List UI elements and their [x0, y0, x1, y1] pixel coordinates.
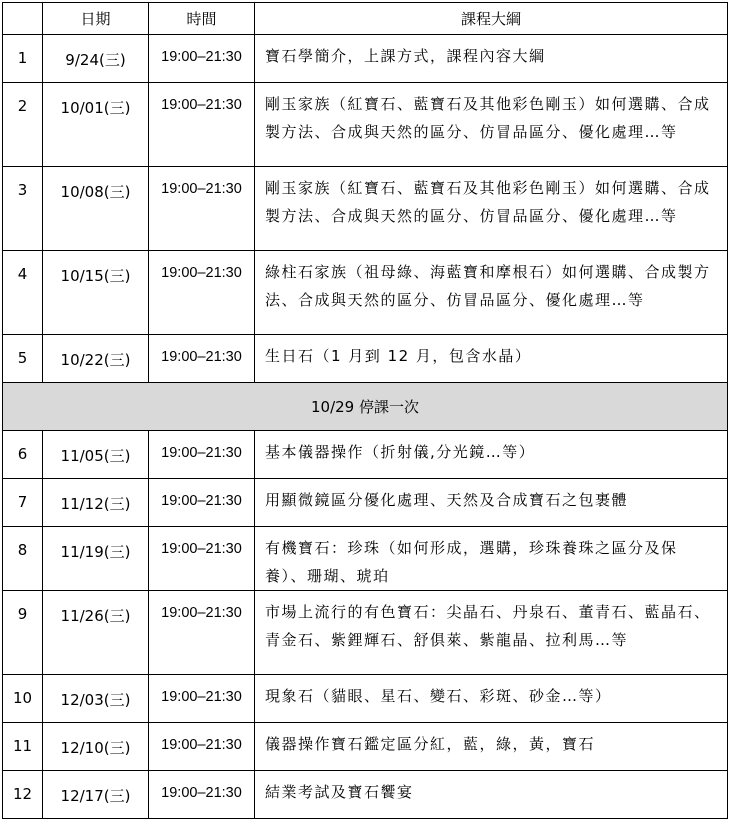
table-row	[3, 335, 728, 383]
session-time: 19:00–21:30	[149, 167, 255, 251]
session-number: 9	[3, 591, 43, 675]
session-topic: 用顯微鏡區分優化處理、天然及合成寶石之包裹體	[255, 479, 728, 527]
table-row	[3, 251, 728, 335]
session-date: 12/10(三)	[43, 723, 149, 771]
course-schedule-table	[2, 2, 728, 819]
session-topic: 寶石學簡介，上課方式，課程內容大綱	[255, 35, 728, 83]
session-topic: 剛玉家族（紅寶石、藍寶石及其他彩色剛玉）如何選購、合成製方法、合成與天然的區分、仿冒品區分、優化處理…等	[255, 83, 728, 167]
session-topic: 基本儀器操作（折射儀,分光鏡…等）	[255, 431, 728, 479]
session-time: 19:00–21:30	[149, 771, 255, 819]
session-time: 19:00–21:30	[149, 723, 255, 771]
table-row	[3, 35, 728, 83]
session-time: 19:00–21:30	[149, 83, 255, 167]
header-time: 時間	[149, 3, 255, 35]
table-row	[3, 479, 728, 527]
header-topic: 課程大綱	[255, 3, 728, 35]
break-row	[3, 383, 728, 431]
session-number: 1	[3, 35, 43, 83]
header-num	[3, 3, 43, 35]
session-date: 11/12(三)	[43, 479, 149, 527]
session-topic: 有機寶石：珍珠（如何形成，選購，珍珠養珠之區分及保養）、珊瑚、琥珀	[255, 527, 728, 591]
session-number: 10	[3, 675, 43, 723]
table-row	[3, 167, 728, 251]
session-topic: 生日石（1 月到 12 月，包含水晶）	[255, 335, 728, 383]
session-date: 9/24(三)	[43, 35, 149, 83]
session-number: 12	[3, 771, 43, 819]
session-number: 5	[3, 335, 43, 383]
session-topic: 市場上流行的有色寶石：尖晶石、丹泉石、董青石、藍晶石、青金石、紫鋰輝石、舒俱萊、紫龍晶、拉利馬…等	[255, 591, 728, 675]
session-time: 19:00–21:30	[149, 335, 255, 383]
session-time: 19:00–21:30	[149, 527, 255, 591]
table-row	[3, 431, 728, 479]
session-number: 3	[3, 167, 43, 251]
session-date: 10/15(三)	[43, 251, 149, 335]
session-topic: 剛玉家族（紅寶石、藍寶石及其他彩色剛玉）如何選購、合成製方法、合成與天然的區分、仿冒品區分、優化處理…等	[255, 167, 728, 251]
session-topic: 結業考試及寶石饗宴	[255, 771, 728, 819]
table-row	[3, 527, 728, 591]
table-row	[3, 675, 728, 723]
session-number: 11	[3, 723, 43, 771]
table-row	[3, 591, 728, 675]
table-row	[3, 723, 728, 771]
header-date: 日期	[43, 3, 149, 35]
session-date: 12/03(三)	[43, 675, 149, 723]
session-number: 8	[3, 527, 43, 591]
session-number: 4	[3, 251, 43, 335]
session-topic: 綠柱石家族（祖母綠、海藍寶和摩根石）如何選購、合成製方法、合成與天然的區分、仿冒品區分、優化處理…等	[255, 251, 728, 335]
session-date: 12/17(三)	[43, 771, 149, 819]
header-row	[3, 3, 728, 35]
session-date: 10/08(三)	[43, 167, 149, 251]
session-time: 19:00–21:30	[149, 479, 255, 527]
session-date: 11/26(三)	[43, 591, 149, 675]
session-number: 7	[3, 479, 43, 527]
session-time: 19:00–21:30	[149, 591, 255, 675]
session-time: 19:00–21:30	[149, 251, 255, 335]
table-row	[3, 771, 728, 819]
break-note: 10/29 停課一次	[3, 383, 728, 431]
session-date: 11/05(三)	[43, 431, 149, 479]
session-topic: 儀器操作寶石鑑定區分紅，藍，綠，黃，寶石	[255, 723, 728, 771]
session-date: 10/01(三)	[43, 83, 149, 167]
session-topic: 現象石（貓眼、星石、變石、彩斑、砂金…等）	[255, 675, 728, 723]
session-time: 19:00–21:30	[149, 431, 255, 479]
session-date: 10/22(三)	[43, 335, 149, 383]
session-number: 6	[3, 431, 43, 479]
session-number: 2	[3, 83, 43, 167]
session-time: 19:00–21:30	[149, 675, 255, 723]
session-time: 19:00–21:30	[149, 35, 255, 83]
table-row	[3, 83, 728, 167]
session-date: 11/19(三)	[43, 527, 149, 591]
